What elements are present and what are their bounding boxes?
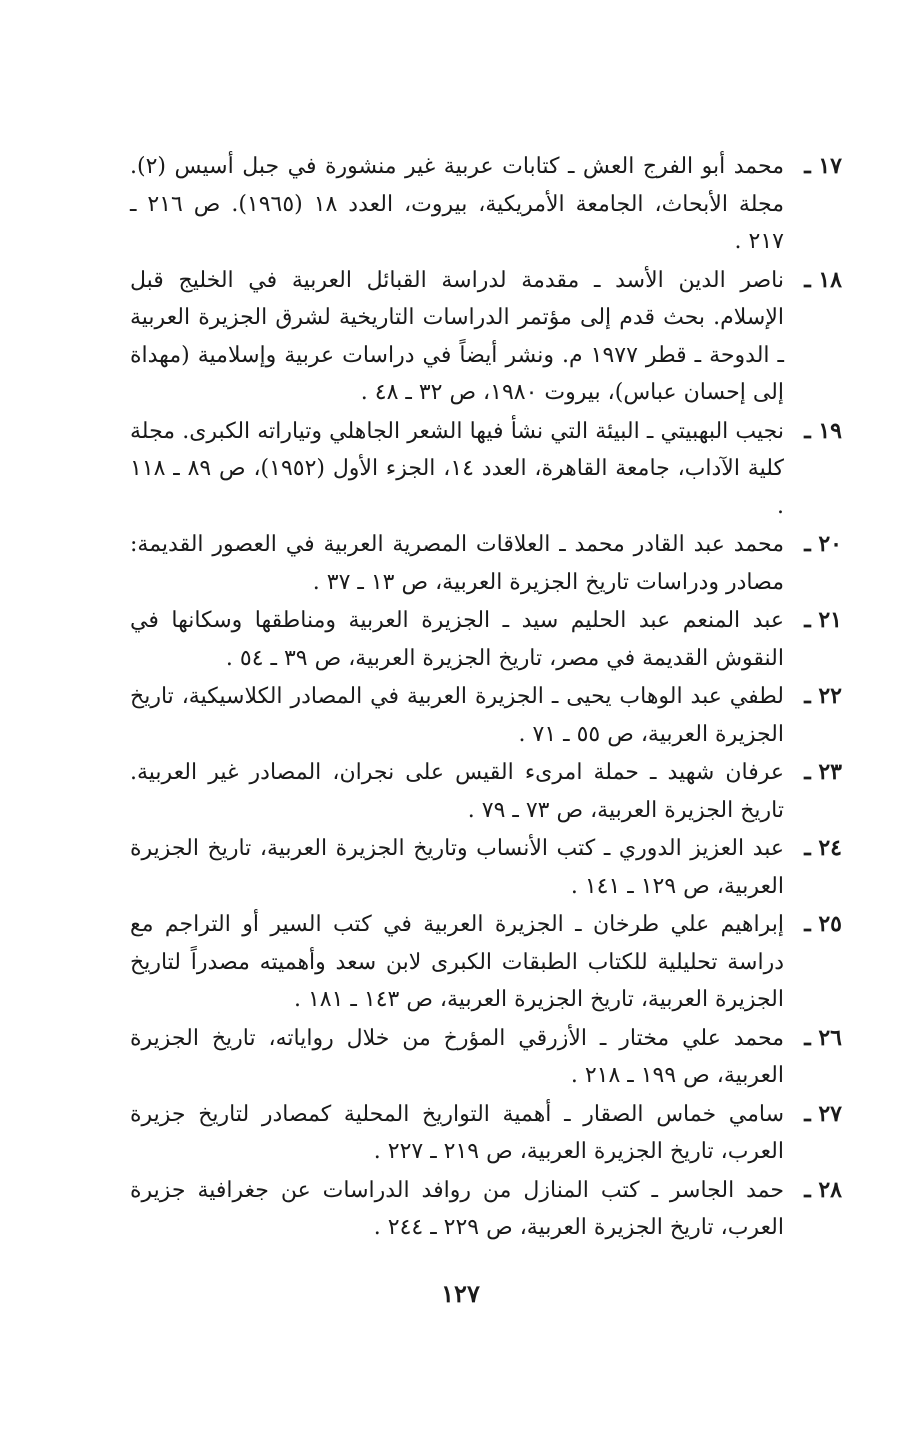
reference-number: ٢٧ ـ bbox=[804, 1100, 842, 1127]
reference-item bbox=[130, 602, 842, 677]
reference-number: ٢٤ ـ bbox=[804, 835, 842, 861]
reference-text: حمد الجاسر ـ كتب المنازل من روافد الدراسات عن جغرافية جزيرة العرب، تاريخ الجزيرة العربية، ص ٢٢٩ ـ ٢٤٤ . bbox=[130, 1177, 784, 1240]
reference-number: ٢٦ ـ bbox=[804, 1024, 842, 1051]
reference-item bbox=[130, 262, 842, 412]
reference-number: ٢٣ ـ bbox=[804, 759, 842, 785]
reference-text: عرفان شهيد ـ حملة امرىء القيس على نجران، المصادر غير العربية. تاريخ الجزيرة العربية، ص ٧٣ ـ ٧٩ . bbox=[130, 760, 784, 823]
reference-item bbox=[130, 1020, 842, 1095]
reference-list bbox=[130, 148, 842, 1248]
reference-text: سامي خماس الصقار ـ أهمية التواريخ المحلية كمصادر لتاريخ جزيرة العرب، تاريخ الجزيرة العربية، ص ٢١٩ ـ ٢٢٧ . bbox=[130, 1101, 784, 1164]
reference-text: محمد عبد القادر محمد ـ العلاقات المصرية العربية في العصور القديمة: مصادر ودراسات تاريخ الجزيرة العربية، ص ١٣ ـ ٣٧ . bbox=[130, 532, 784, 595]
reference-item bbox=[130, 526, 842, 601]
reference-text: إبراهيم علي طرخان ـ الجزيرة العربية في كتب السير أو التراجم مع دراسة تحليلية للكتاب الطبقات الكبرى لابن سعد وأهميته مصدراً لتاريخ الجزيرة العربية، تاريخ الجزيرة العربية، ص ١٤٣ ـ ١٨١ . bbox=[130, 912, 784, 1012]
page-number: ١٢٧ bbox=[441, 1279, 480, 1308]
reference-number: ٢٠ ـ bbox=[804, 531, 842, 557]
reference-number: ٢١ ـ bbox=[804, 607, 842, 633]
reference-text: محمد علي مختار ـ الأزرقي المؤرخ من خلال رواياته، تاريخ الجزيرة العربية، ص ١٩٩ ـ ٢١٨ . bbox=[130, 1025, 784, 1088]
reference-text: لطفي عبد الوهاب يحيى ـ الجزيرة العربية في المصادر الكلاسيكية، تاريخ الجزيرة العربية، ص ٥٥ ـ ٧١ . bbox=[130, 684, 784, 747]
reference-text: ناصر الدين الأسد ـ مقدمة لدراسة القبائل العربية في الخليج قبل الإسلام. بحث قدم إلى مؤتمر الدراسات التاريخية لشرق الجزيرة العربية ـ الدوحة ـ قطر ١٩٧٧ م. ونشر أيضاً في دراسات عربية وإسلامية (مهداة إلى إحسان عباس)، بيروت ١٩٨٠، ص ٣٢ ـ ٤٨ . bbox=[130, 267, 785, 405]
reference-item bbox=[130, 1096, 842, 1171]
reference-item bbox=[130, 678, 842, 753]
reference-item bbox=[130, 1172, 842, 1247]
reference-item bbox=[130, 413, 842, 526]
reference-text: نجيب البهبيتي ـ البيئة التي نشأ فيها الشعر الجاهلي وتياراته الكبرى. مجلة كلية الآداب، جامعة القاهرة، العدد ١٤، الجزء الأول (١٩٥٢)، ص ٨٩ ـ ١١٨ . bbox=[130, 418, 784, 519]
reference-number: ١٩ ـ bbox=[804, 417, 842, 444]
reference-number: ٢٢ ـ bbox=[804, 683, 842, 709]
reference-item bbox=[130, 830, 842, 905]
reference-item bbox=[130, 148, 842, 261]
reference-number: ٢٥ ـ bbox=[804, 911, 842, 937]
reference-number: ٢٨ ـ bbox=[804, 1176, 842, 1203]
reference-number: ١٨ ـ bbox=[804, 266, 842, 293]
reference-text: محمد أبو الفرج العش ـ كتابات عربية غير منشورة في جبل أسيس (٢). مجلة الأبحاث، الجامعة الأمريكية، بيروت، العدد ١٨ (١٩٦٥). ص ٢١٦ ـ ٢١٧ . bbox=[130, 154, 784, 254]
reference-text: عبد العزيز الدوري ـ كتب الأنساب وتاريخ الجزيرة العربية، تاريخ الجزيرة العربية، ص ١٢٩ ـ ١٤١ . bbox=[130, 836, 785, 899]
reference-item bbox=[130, 754, 842, 829]
reference-item bbox=[130, 906, 842, 1019]
reference-text: عبد المنعم عبد الحليم سيد ـ الجزيرة العربية ومناطقها وسكانها في النقوش القديمة في مصر، تاريخ الجزيرة العربية، ص ٣٩ ـ ٥٤ . bbox=[130, 608, 784, 671]
reference-number: ١٧ ـ bbox=[804, 153, 842, 179]
